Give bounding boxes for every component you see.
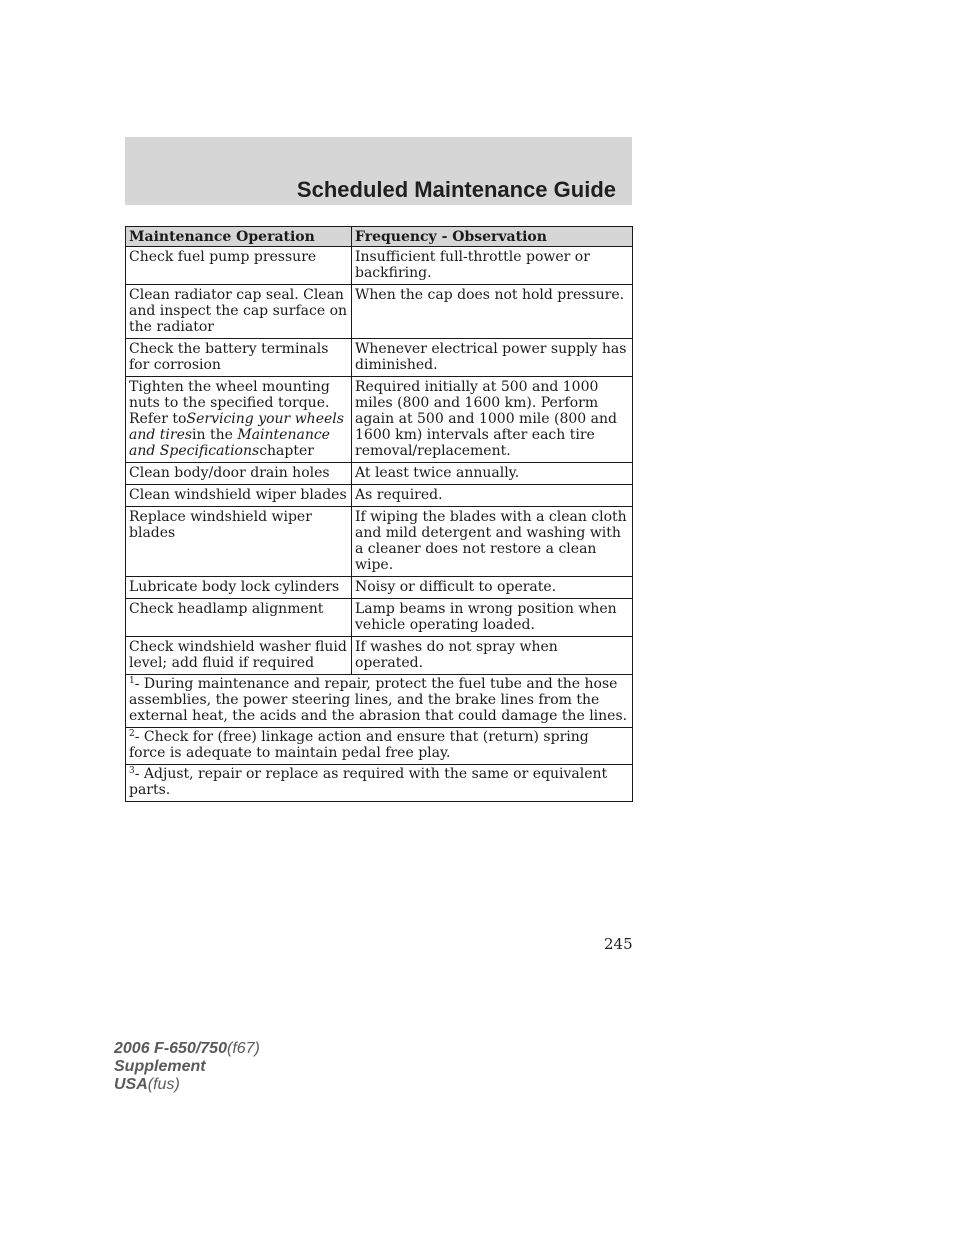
market-name: USA bbox=[114, 1076, 148, 1093]
footnote-text: - During maintenance and repair, protect the fuel tube and the hose assemblies, the power steering lines, and the brake lines from the external heat, the acids and the abrasion that could damage the lines. bbox=[129, 676, 628, 724]
table-row bbox=[126, 377, 633, 463]
footnote-cell bbox=[126, 675, 633, 728]
footnote-row bbox=[126, 728, 633, 765]
operation-cell: Check windshield washer fluid level; add fluid if required bbox=[126, 637, 352, 675]
model-code: (f67) bbox=[226, 1040, 260, 1057]
model-name: 2006 F-650/750 bbox=[114, 1040, 227, 1057]
table-row bbox=[126, 507, 633, 577]
edition-footer bbox=[114, 1040, 260, 1094]
market-code: (fus) bbox=[147, 1076, 180, 1093]
maintenance-table bbox=[125, 226, 633, 802]
frequency-cell: If wiping the blades with a clean cloth and mild detergent and washing with a cleaner does not restore a clean wipe. bbox=[352, 507, 633, 577]
frequency-cell: Required initially at 500 and 1000 miles (800 and 1600 km). Perform again at 500 and 1000 mile (800 and 1600 km) intervals after each tire removal/replacement. bbox=[352, 377, 633, 463]
frequency-cell: Lamp beams in wrong position when vehicle operating loaded. bbox=[352, 599, 633, 637]
operation-text: in the bbox=[192, 427, 233, 443]
table-row bbox=[126, 285, 633, 339]
footnote-marker: 2 bbox=[129, 729, 135, 739]
operation-cell: Lubricate body lock cylinders bbox=[126, 577, 352, 599]
frequency-cell: Insufficient full-throttle power or backfiring. bbox=[352, 247, 633, 285]
operation-cell: Check the battery terminals for corrosion bbox=[126, 339, 352, 377]
footnote-row bbox=[126, 675, 633, 728]
frequency-cell: When the cap does not hold pressure. bbox=[352, 285, 633, 339]
footer-line: Supplement bbox=[114, 1058, 206, 1075]
operation-cell: Clean body/door drain holes bbox=[126, 463, 352, 485]
operation-cell bbox=[126, 377, 352, 463]
footnote-row bbox=[126, 765, 633, 802]
table-row bbox=[126, 637, 633, 675]
column-header-operation: Maintenance Operation bbox=[126, 227, 352, 247]
operation-text: Tighten the wheel mounting nuts to the specified torque. Refer to bbox=[129, 379, 330, 427]
page-number: 245 bbox=[604, 935, 633, 953]
operation-cell: Check headlamp alignment bbox=[126, 599, 352, 637]
operation-cell: Check fuel pump pressure bbox=[126, 247, 352, 285]
frequency-cell: Whenever electrical power supply has diminished. bbox=[352, 339, 633, 377]
table-header-row bbox=[126, 227, 633, 247]
column-header-frequency: Frequency - Observation bbox=[352, 227, 633, 247]
frequency-cell: At least twice annually. bbox=[352, 463, 633, 485]
table-row bbox=[126, 599, 633, 637]
footnote-text: - Adjust, repair or replace as required with the same or equivalent parts. bbox=[129, 766, 608, 798]
frequency-cell: If washes do not spray when operated. bbox=[352, 637, 633, 675]
reference-chapter: Maintenance and Specifications bbox=[129, 427, 330, 459]
footer-line bbox=[114, 1076, 260, 1094]
footnote-cell bbox=[126, 728, 633, 765]
footnote-cell bbox=[126, 765, 633, 802]
footnote-marker: 3 bbox=[129, 766, 135, 776]
operation-cell: Clean windshield wiper blades bbox=[126, 485, 352, 507]
operation-text: chapter bbox=[259, 443, 314, 459]
table-row bbox=[126, 339, 633, 377]
table-row bbox=[126, 247, 633, 285]
table-row bbox=[126, 485, 633, 507]
footnote-text: - Check for (free) linkage action and ensure that (return) spring force is adequate to maintain pedal free play. bbox=[129, 729, 589, 761]
frequency-cell: Noisy or difficult to operate. bbox=[352, 577, 633, 599]
operation-cell: Replace windshield wiper blades bbox=[126, 507, 352, 577]
table-row bbox=[126, 463, 633, 485]
table-row bbox=[126, 577, 633, 599]
operation-cell: Clean radiator cap seal. Clean and inspect the cap surface on the radiator bbox=[126, 285, 352, 339]
frequency-cell: As required. bbox=[352, 485, 633, 507]
reference-servicing: Servicing your wheels and tires bbox=[129, 411, 344, 443]
section-title: Scheduled Maintenance Guide bbox=[296, 177, 616, 202]
header-band bbox=[125, 137, 632, 205]
footnote-marker: 1 bbox=[129, 676, 135, 686]
footer-line bbox=[114, 1040, 260, 1058]
